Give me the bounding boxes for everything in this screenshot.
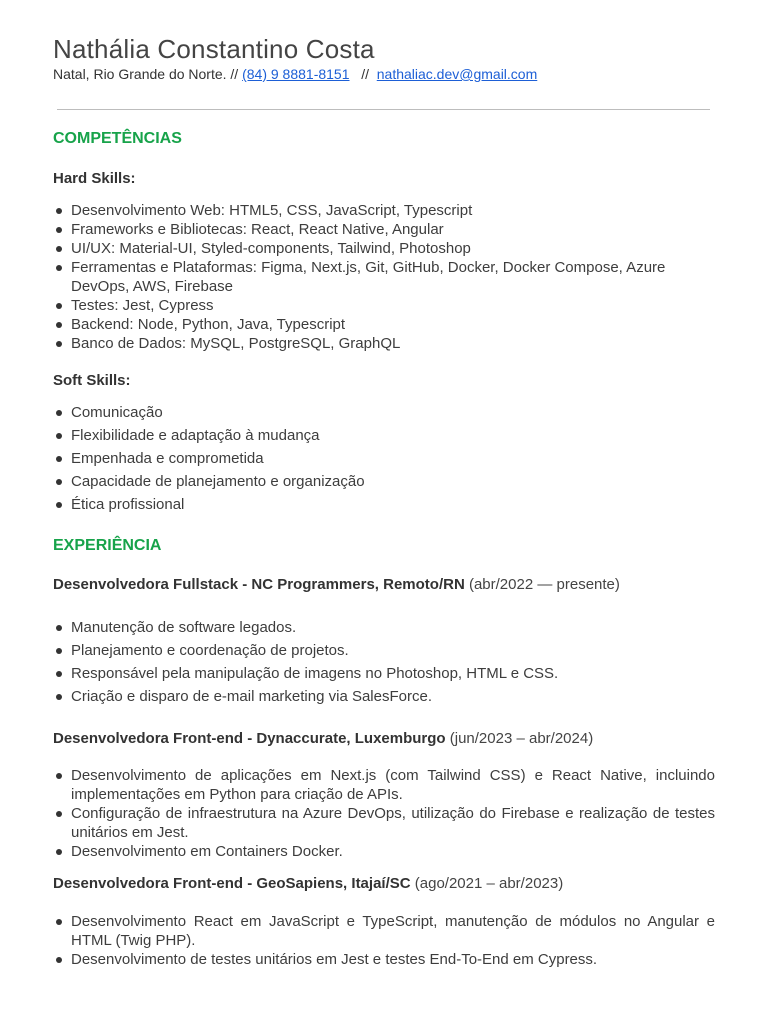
list-item: Frameworks e Bibliotecas: React, React Native, Angular	[53, 220, 693, 239]
job-responsibilities-list	[53, 616, 558, 708]
list-item: Desenvolvimento em Containers Docker.	[53, 842, 715, 861]
list-item: Testes: Jest, Cypress	[53, 296, 693, 315]
job-title	[53, 730, 593, 747]
header-divider	[57, 109, 710, 110]
job-role: Desenvolvedora Front-end - GeoSapiens, Itajaí/SC	[53, 875, 411, 892]
hard-skills-title: Hard Skills:	[53, 170, 136, 187]
phone-link[interactable]: (84) 9 8881-8151	[242, 66, 350, 82]
job-dates: (abr/2022 — presente)	[468, 576, 620, 593]
section-title-experiencia: EXPERIÊNCIA	[53, 537, 162, 554]
list-item: Desenvolvimento Web: HTML5, CSS, JavaScript, Typescript	[53, 201, 693, 220]
job-responsibilities-list	[53, 912, 715, 969]
job-dates: (ago/2021 – abr/2023)	[414, 875, 564, 892]
list-item: Responsável pela manipulação de imagens no Photoshop, HTML e CSS.	[53, 662, 558, 685]
soft-skills-title: Soft Skills:	[53, 372, 131, 389]
list-item: Criação e disparo de e-mail marketing via SalesForce.	[53, 685, 558, 708]
list-item: Configuração de infraestrutura na Azure DevOps, utilização do Firebase e realização de testes unitários em Jest.	[53, 804, 715, 842]
list-item: Banco de Dados: MySQL, PostgreSQL, GraphQL	[53, 334, 693, 353]
list-item: UI/UX: Material-UI, Styled-components, Tailwind, Photoshop	[53, 239, 693, 258]
list-item: Capacidade de planejamento e organização	[53, 470, 365, 493]
candidate-name: Nathália Constantino Costa	[53, 34, 375, 64]
job-title	[53, 875, 563, 892]
hard-skills-list	[53, 201, 693, 353]
location-text: Natal, Rio Grande do Norte. //	[53, 66, 239, 82]
contact-separator: //	[361, 66, 369, 82]
list-item: Backend: Node, Python, Java, Typescript	[53, 315, 693, 334]
job-role: Desenvolvedora Front-end - Dynaccurate, Luxemburgo	[53, 730, 446, 747]
job-responsibilities-list	[53, 766, 715, 861]
list-item: Planejamento e coordenação de projetos.	[53, 639, 558, 662]
list-item: Desenvolvimento de testes unitários em Jest e testes End-To-End em Cypress.	[53, 950, 715, 969]
list-item: Comunicação	[53, 401, 365, 424]
list-item: Desenvolvimento React em JavaScript e TypeScript, manutenção de módulos no Angular e HTML (Twig PHP).	[53, 912, 715, 950]
list-item: Flexibilidade e adaptação à mudança	[53, 424, 365, 447]
job-dates: (jun/2023 – abr/2024)	[449, 730, 594, 747]
contact-line	[53, 66, 537, 82]
soft-skills-list	[53, 401, 365, 516]
section-title-competencias: COMPETÊNCIAS	[53, 130, 182, 147]
list-item: Ética profissional	[53, 493, 365, 516]
job-role: Desenvolvedora Fullstack - NC Programmers, Remoto/RN	[53, 576, 465, 593]
email-link[interactable]: nathaliac.dev@gmail.com	[376, 66, 538, 82]
list-item: Desenvolvimento de aplicações em Next.js (com Tailwind CSS) e React Native, incluindo implementações em Python para criação de APIs.	[53, 766, 715, 804]
list-item: Empenhada e comprometida	[53, 447, 365, 470]
job-title	[53, 576, 620, 593]
list-item: Manutenção de software legados.	[53, 616, 558, 639]
list-item: Ferramentas e Plataformas: Figma, Next.js, Git, GitHub, Docker, Docker Compose, Azure DevOps, AWS, Firebase	[53, 258, 693, 296]
